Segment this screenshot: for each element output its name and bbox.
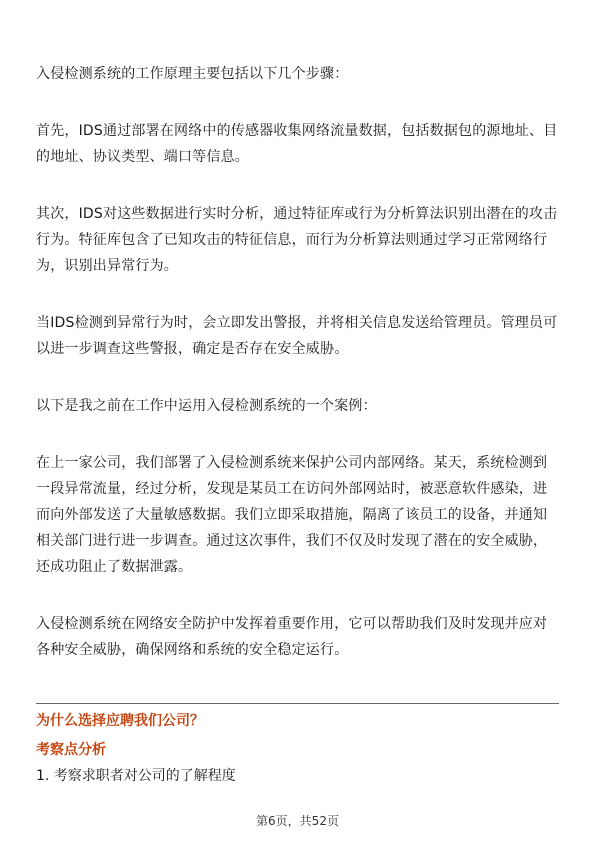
page-number: 第6页，共52页 [256,814,339,828]
paragraph-step-3: 当IDS检测到异常行为时，会立即发出警报，并将相关信息发送给管理员。管理员可以进一步调查这些警报，确定是否存在安全威胁。 [36,315,558,357]
analysis-heading: 考察点分析 [36,742,106,758]
question-heading: 为什么选择应聘我们公司？ [36,713,204,729]
paragraph-case: 在上一家公司，我们部署了入侵检测系统来保护公司内部网络。某天，系统检测到一段异常流量，经过分析，发现是某员工在访问外部网站时，被恶意软件感染，进而向外部发送了大量敏感数据。我们立即采取措施，隔离了该员工的设备，并通知相关部门进行进一步调查。通过这次事件，我们不仅及时发现了潜在的安全威胁，还成功阻止了数据泄露。 [36,455,548,575]
paragraph-step-2: 其次，IDS对这些数据进行实时分析，通过特征库或行为分析算法识别出潜在的攻击行为。特征库包含了已知攻击的特征信息，而行为分析算法则通过学习正常网络行为，识别出异常行为。 [36,206,558,274]
section-divider [36,703,559,704]
paragraph-intro: 入侵检测系统的工作原理主要包括以下几个步骤： [36,66,349,82]
paragraph-step-1: 首先，IDS通过部署在网络中的传感器收集网络流量数据，包括数据包的源地址、目的地址、协议类型、端口等信息。 [36,123,558,165]
paragraph-conclusion: 入侵检测系统在网络安全防护中发挥着重要作用，它可以帮助我们及时发现并应对各种安全威胁，确保网络和系统的安全稳定运行。 [36,616,548,658]
analysis-list-item: 1. 考察求职者对公司的了解程度 [36,768,236,784]
paragraph-case-intro: 以下是我之前在工作中运用入侵检测系统的一个案例： [36,398,377,414]
answer-body [36,61,558,663]
